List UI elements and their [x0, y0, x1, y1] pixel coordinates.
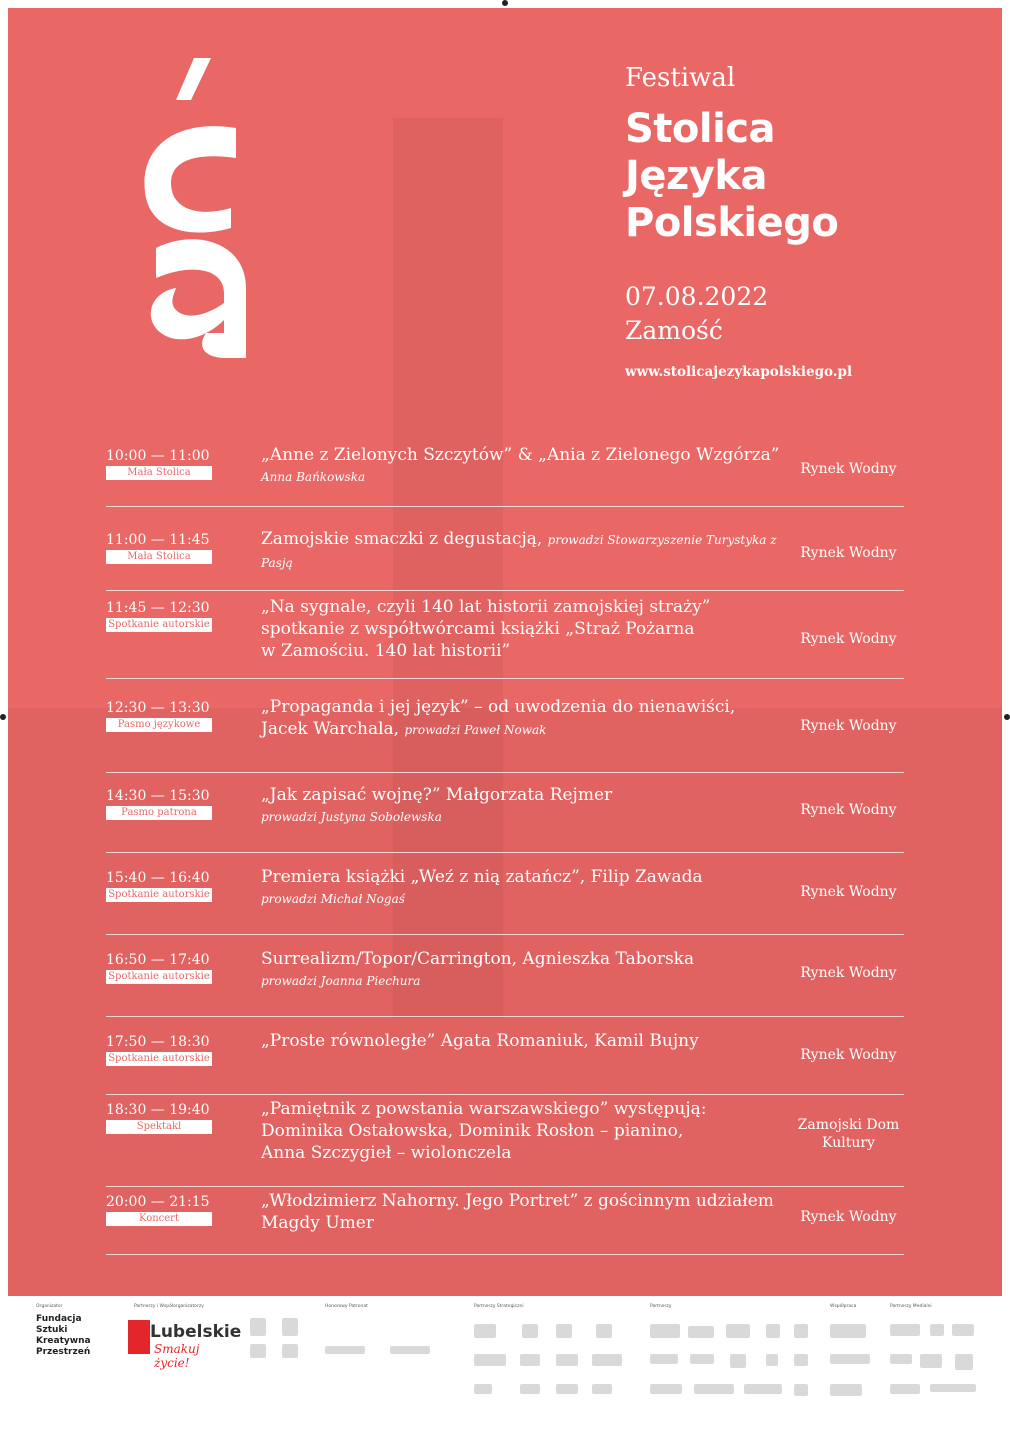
- sponsor-logo-icon: [952, 1324, 974, 1336]
- event-tag: Mała Stolica: [106, 550, 212, 564]
- event-time: 15:40 — 16:40: [106, 870, 210, 886]
- sponsor-logo-icon: [766, 1324, 780, 1338]
- event-time: 18:30 — 19:40: [106, 1102, 210, 1118]
- event-title-text: „Proste równoległe” Agata Romaniuk, Kamil Bujny: [261, 1031, 699, 1051]
- event-title-text: spotkanie z współtwórcami książki „Straż Pożarna: [261, 619, 695, 639]
- event-venue: Zamojski Dom Kultury: [797, 1117, 900, 1151]
- event-title-line: [261, 1212, 781, 1234]
- sponsor-logo-icon: [830, 1324, 866, 1338]
- festival-label: Festiwal: [625, 63, 736, 93]
- event-title-text: Magdy Umer: [261, 1213, 374, 1233]
- sponsor-logo-icon: [690, 1354, 714, 1364]
- event-title-text: „Jak zapisać wojnę?” Małgorzata Rejmer: [261, 785, 613, 805]
- event-title-text: Anna Szczygieł – wiolonczela: [261, 1143, 512, 1163]
- sponsor-logo-icon: [744, 1384, 782, 1394]
- sponsor-logo-icon: [920, 1354, 942, 1368]
- sponsor-logo-icon: [520, 1354, 540, 1366]
- event-tag: Spotkanie autorskie: [106, 970, 212, 984]
- sponsor-logo-icon: [556, 1384, 578, 1394]
- sponsor-logo-icon: [596, 1324, 612, 1338]
- event-time: 20:00 — 21:15: [106, 1194, 210, 1210]
- sponsor-logo-icon: [474, 1324, 496, 1338]
- crop-mark-icon: [502, 0, 508, 6]
- sponsor-logo-icon: [890, 1354, 912, 1364]
- event-description: [261, 528, 781, 574]
- event-tag: Spektakl: [106, 1120, 212, 1134]
- event-title-line: [261, 1120, 781, 1142]
- event-description: [261, 866, 781, 910]
- festival-title: [625, 106, 838, 247]
- sponsor-logo-icon: [282, 1344, 298, 1358]
- event-title-line: [261, 596, 781, 618]
- event-title-line: [261, 696, 781, 718]
- event-title-line: [261, 528, 781, 574]
- event-time: 14:30 — 15:30: [106, 788, 210, 804]
- event-title-line: [261, 1030, 781, 1052]
- event-title-text: w Zamościu. 140 lat historii”: [261, 641, 511, 661]
- event-host: prowadzi Joanna Piechura: [261, 974, 421, 988]
- title-line: Języka: [625, 153, 767, 199]
- partners2-label: Partnerzy: [650, 1304, 672, 1309]
- event-venue: Rynek Wodny: [800, 965, 897, 981]
- sponsor-logo-icon: [830, 1354, 870, 1364]
- event-time: 16:50 — 17:40: [106, 952, 210, 968]
- event-venue: Rynek Wodny: [800, 884, 897, 900]
- title-line: Stolica: [625, 106, 776, 152]
- event-description: [261, 696, 781, 741]
- crop-mark-icon: [1004, 714, 1010, 720]
- cooperation-label: Współpraca: [830, 1304, 857, 1309]
- sponsor-logo-icon: [520, 1384, 540, 1394]
- row-divider: [106, 1094, 904, 1095]
- event-title-line: [261, 948, 781, 970]
- sponsor-logo-icon: [930, 1324, 944, 1336]
- event-title-text: Zamojskie smaczki z degustacją,: [261, 529, 543, 549]
- event-title-line: [261, 1098, 781, 1120]
- event-time: 10:00 — 11:00: [106, 448, 210, 464]
- sponsor-logo-icon: [688, 1326, 714, 1338]
- event-tag: Spotkanie autorskie: [106, 888, 212, 902]
- honorary-label: Honorowy Patronat: [325, 1304, 368, 1309]
- event-title-line: [261, 618, 781, 640]
- sponsor-logo-icon: [694, 1384, 734, 1394]
- row-divider: [106, 506, 904, 507]
- partners-label: Partnerzy i Współorganizatorzy: [134, 1304, 204, 1309]
- event-venue: Rynek Wodny: [800, 461, 897, 477]
- sponsors-footer: [0, 1296, 1010, 1433]
- sponsor-logo-icon: [650, 1324, 680, 1338]
- event-tag: Pasmo językowe: [106, 718, 212, 732]
- event-description: [261, 948, 781, 992]
- sponsor-logo-icon: [726, 1324, 750, 1338]
- event-time: 11:00 — 11:45: [106, 532, 210, 548]
- organizer-label: Organizator: [36, 1304, 63, 1309]
- sponsor-logo-icon: [250, 1318, 266, 1336]
- sponsor-logo-icon: [474, 1384, 492, 1394]
- event-venue: Rynek Wodny: [800, 718, 897, 734]
- event-time: 11:45 — 12:30: [106, 600, 210, 616]
- sponsor-logo-icon: [766, 1354, 778, 1366]
- row-divider: [106, 1254, 904, 1255]
- sponsor-logo-icon: [890, 1324, 920, 1336]
- sponsor-logo-icon: [556, 1324, 572, 1338]
- event-title-line: [261, 1142, 781, 1164]
- event-description: [261, 784, 781, 828]
- event-description: [261, 596, 781, 662]
- sponsor-logo-icon: [592, 1384, 612, 1394]
- lubelskie-l-icon: [128, 1320, 150, 1354]
- event-title-text: „Włodzimierz Nahorny. Jego Portret” z gościnnym udziałem: [261, 1191, 774, 1211]
- event-title-text: Premiera książki „Weź z nią zatańcz”, Filip Zawada: [261, 867, 703, 887]
- sponsor-logo-icon: [930, 1384, 976, 1392]
- organizer-line: Sztuki: [36, 1325, 68, 1335]
- lubelskie-logo: [128, 1320, 242, 1370]
- event-tag: Spotkanie autorskie: [106, 618, 212, 632]
- event-host: prowadzi Justyna Sobolewska: [261, 810, 442, 824]
- event-host: Anna Bańkowska: [261, 470, 366, 484]
- strategic-label: Partnerzy Strategiczni: [474, 1304, 524, 1309]
- event-title-line: [261, 718, 781, 741]
- organizer-line: Fundacja: [36, 1314, 82, 1324]
- event-host: prowadzi Paweł Nowak: [404, 723, 547, 737]
- crop-mark-icon: [0, 714, 6, 720]
- sponsor-logo-icon: [794, 1324, 808, 1338]
- event-title-line: [261, 784, 781, 806]
- event-title-text: Jacek Warchala,: [261, 719, 400, 739]
- sponsor-logo-icon: [730, 1354, 746, 1368]
- festival-city: Zamość: [625, 316, 723, 345]
- sponsor-logo-icon: [250, 1344, 266, 1358]
- row-divider: [106, 934, 904, 935]
- event-venue: Rynek Wodny: [800, 545, 897, 561]
- event-title-line: [261, 640, 781, 662]
- event-venue: Rynek Wodny: [800, 802, 897, 818]
- event-title-line: [261, 444, 781, 466]
- poster: [8, 8, 1002, 1296]
- event-host: prowadzi Stowarzyszenie Turystyka z Pasją: [261, 533, 777, 570]
- sponsor-logo-icon: [794, 1384, 808, 1396]
- sponsor-logo-icon: [890, 1384, 920, 1394]
- sponsor-logo-icon: [955, 1354, 973, 1370]
- title-line: Polskiego: [625, 200, 839, 246]
- sponsor-logo-icon: [794, 1354, 808, 1366]
- organizer-name: [36, 1314, 91, 1358]
- event-title-text: Dominika Ostałowska, Dominik Rosłon – pianino,: [261, 1121, 684, 1141]
- event-description: [261, 1190, 781, 1234]
- row-divider: [106, 678, 904, 679]
- festival-url[interactable]: www.stolicajezykapolskiego.pl: [625, 364, 853, 380]
- row-divider: [106, 1016, 904, 1017]
- sponsor-logo-icon: [556, 1354, 578, 1366]
- event-description: [261, 444, 781, 488]
- event-venue: Rynek Wodny: [800, 1209, 897, 1225]
- organizer-line: Kreatywna: [36, 1336, 91, 1346]
- event-venue: Rynek Wodny: [800, 631, 897, 647]
- event-tag: Koncert: [106, 1212, 212, 1226]
- event-tag: Pasmo patrona: [106, 806, 212, 820]
- sponsor-logo-icon: [592, 1354, 622, 1366]
- event-description: [261, 1030, 781, 1052]
- event-host: prowadzi Michał Nogaś: [261, 892, 405, 906]
- event-title-line: [261, 1190, 781, 1212]
- festival-date-place: [625, 280, 768, 348]
- sponsor-logo-icon: [390, 1346, 430, 1354]
- row-divider: [106, 590, 904, 591]
- event-title-text: Surrealizm/Topor/Carrington, Agnieszka Taborska: [261, 949, 695, 969]
- event-title-text: „Anne z Zielonych Szczytów” & „Ania z Zielonego Wzgórza”: [261, 445, 780, 465]
- sponsor-logo-icon: [282, 1318, 298, 1336]
- lubelskie-slogan: Smakuj życie!: [154, 1342, 200, 1370]
- sponsor-logo-icon: [325, 1346, 365, 1354]
- sponsor-logo-icon: [650, 1384, 682, 1394]
- event-title-line: [261, 866, 781, 888]
- event-title-text: „Na sygnale, czyli 140 lat historii zamojskiej straży”: [261, 597, 711, 617]
- sponsor-logo-icon: [650, 1354, 678, 1364]
- lubelskie-text: Lubelskie: [150, 1322, 242, 1342]
- event-tag: Mała Stolica: [106, 466, 212, 480]
- organizer-line: Przestrzeń: [36, 1347, 91, 1357]
- sponsor-logo-icon: [522, 1324, 538, 1338]
- row-divider: [106, 772, 904, 773]
- sponsor-logo-icon: [830, 1384, 862, 1396]
- row-divider: [106, 852, 904, 853]
- event-tag: Spotkanie autorskie: [106, 1052, 212, 1066]
- media-label: Partnerzy Medialni: [890, 1304, 932, 1309]
- event-description: [261, 1098, 781, 1164]
- festival-logo-icon: [136, 58, 256, 368]
- festival-date: 07.08.2022: [625, 282, 769, 311]
- row-divider: [106, 1186, 904, 1187]
- event-title-text: „Pamiętnik z powstania warszawskiego” występują:: [261, 1099, 707, 1119]
- sponsor-logo-icon: [474, 1354, 506, 1366]
- event-time: 17:50 — 18:30: [106, 1034, 210, 1050]
- event-venue: Rynek Wodny: [800, 1047, 897, 1063]
- event-title-text: „Propaganda i jej język” – od uwodzenia do nienawiści,: [261, 697, 736, 717]
- event-time: 12:30 — 13:30: [106, 700, 210, 716]
